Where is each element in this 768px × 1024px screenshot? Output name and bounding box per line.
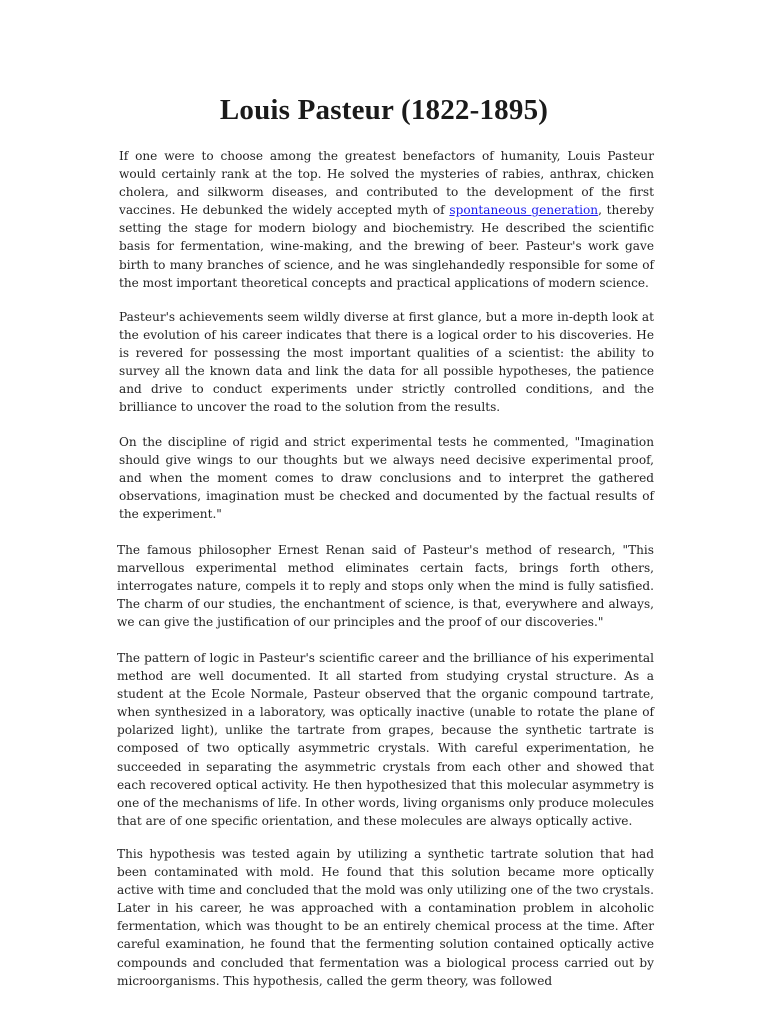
- paragraph-achievements: Pasteur's achievements seem wildly diverse at first glance, but a more in-depth look at the evolution of his career indicates that there is a logical order to his discoveries. He is revered for possessing the most important qualities of a scientist: the ability to survey all the known data and link the data for all possible hypotheses, the patience and drive to conduct experiments under strictly controlled conditions, and the brilliance to uncover the road to the solution from the results.: [119, 310, 654, 415]
- paragraph-germ-theory: This hypothesis was tested again by utilizing a synthetic tartrate solution that had been contaminated with mold. He found that this solution became more optically active with time and concluded that the mold was only utilizing one of the two crystals. Later in his career, he was approached with a contamination problem in alcoholic fermentation, which was thought to be an entirely chemical process at the time. After careful examination, he found that the fermenting solution contained optically active compounds and concluded that fermentation was a biological process carried out by microorganisms. This hypothesis, called the germ theory, was followed: [117, 847, 654, 988]
- paragraph-renan-quote: The famous philosopher Ernest Renan said of Pasteur's method of research, "This marvellous experimental method eliminates certain facts, brings forth others, interrogates nature, compels it to reply and stops only when the mind is fully satisfied. The charm of our studies, the enchantment of science, is that, everywhere and always, we can give the justification of our principles and the proof of our discoveries.": [117, 543, 654, 630]
- spontaneous-generation-link[interactable]: spontaneous generation: [449, 203, 599, 218]
- paragraph-text: If one were to choose among the greatest benefactors of humanity, Louis Pasteur would certainly rank at the top. He solved the mysteries of rabies, anthrax, chicken cholera, and silkworm diseases, and contributed to the development of the first vaccines. He debunked the widely accepted myth of: [119, 149, 654, 218]
- paragraph-crystal-structure: The pattern of logic in Pasteur's scientific career and the brilliance of his experimental method are well documented. It all started from studying crystal structure. As a student at the Ecole Normale, Pasteur observed that the organic compound tartrate, when synthesized in a laboratory, was optically inactive (unable to rotate the plane of polarized light), unlike the tartrate from grapes, because the synthetic tartrate is composed of two optically asymmetric crystals. With careful experimentation, he succeeded in separating the asymmetric crystals from each other and showed that each recovered optical activity. He then hypothesized that this molecular asymmetry is one of the mechanisms of life. In other words, living organisms only produce molecules that are of one specific orientation, and these molecules are always optically active.: [117, 651, 654, 828]
- paragraph-discipline-quote: On the discipline of rigid and strict experimental tests he commented, "Imagination should give wings to our thoughts but we always need decisive experimental proof, and when the moment comes to draw conclusions and to interpret the gathered observations, imagination must be checked and documented by the factual results of the experiment.": [119, 435, 654, 522]
- paragraph-intro: [119, 147, 654, 292]
- paragraph-text: , thereby setting the stage for modern biology and biochemistry. He described the scientific basis for fermentation, wine-making, and the brewing of beer. Pasteur's work gave birth to many branches of science, and he was singlehandedly responsible for some of the most important theoretical concepts and practical applications of modern science.: [119, 203, 654, 290]
- page-title: Louis Pasteur (1822-1895): [219, 94, 549, 126]
